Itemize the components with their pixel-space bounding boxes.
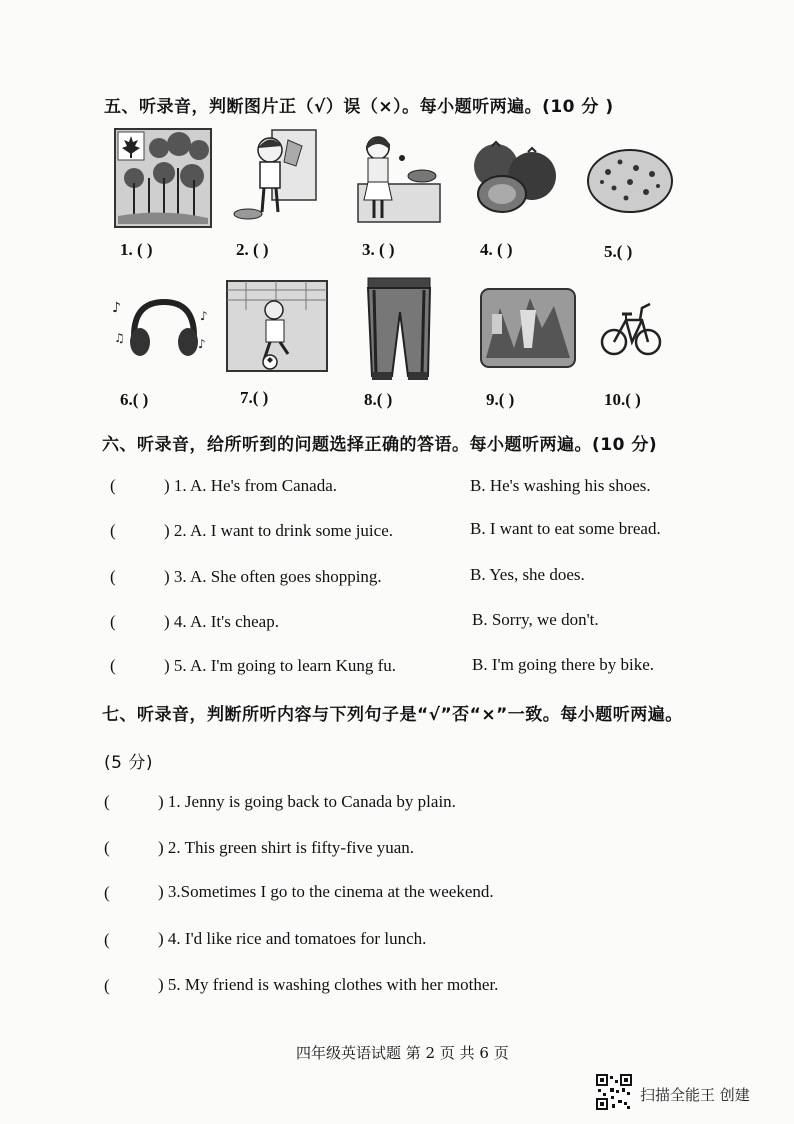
item-8-label: 8.( ) (364, 390, 393, 409)
trousers-image (362, 276, 436, 384)
item-6-label: 6.( ) (120, 390, 149, 409)
svg-text:♪: ♪ (200, 309, 208, 323)
question-7-5-bracket: ( (104, 976, 110, 995)
question-7-4-bracket: ( (104, 930, 110, 949)
headphones-image (110, 292, 210, 362)
question-6-3-bracket: ( (110, 567, 116, 586)
page-footer: 四年级英语试题 第 2 页 共 6 页 (296, 1044, 509, 1062)
question-6-1-option-a: ) 1. A. He's from Canada. (164, 476, 338, 495)
section7-score: (5 分) (104, 753, 153, 773)
question-6-4-option-b: B. Sorry, we don't. (472, 610, 599, 629)
svg-text:♫: ♫ (114, 331, 125, 345)
question-7-2-bracket: ( (104, 838, 110, 857)
question-6-1-option-b: B. He's washing his shoes. (470, 476, 651, 495)
svg-text:♪: ♪ (112, 300, 121, 316)
section5-heading: 五、听录音，判断图片正（√）误（×）。每小题听两遍。(10 分 ) (104, 97, 614, 117)
question-6-5-option-b: B. I'm going there by bike. (472, 655, 655, 674)
question-6-3-option-b: B. Yes, she does. (470, 565, 585, 584)
pizza-image (586, 148, 674, 214)
section7-heading: 七、听录音，判断所听内容与下列句子是“√”否“×”一致。每小题听两遍。 (102, 705, 683, 725)
question-6-5-bracket: ( (110, 656, 116, 675)
girl-cooking-image (354, 128, 446, 224)
mountain-image (480, 288, 576, 368)
question-7-4-text: ) 4. I'd like rice and tomatoes for lunch. (158, 929, 427, 948)
question-7-1-bracket: ( (104, 792, 110, 811)
boy-football-image (226, 280, 328, 372)
item-1-label: 1. ( ) (120, 240, 153, 259)
question-7-2-text: ) 2. This green shirt is fifty-five yuan. (158, 838, 415, 857)
question-7-1-text: ) 1. Jenny is going back to Canada by plain. (158, 792, 456, 811)
bicycle-image (600, 290, 662, 362)
question-6-2-option-a: ) 2. A. I want to drink some juice. (164, 521, 393, 540)
tomatoes-image (466, 140, 560, 216)
question-6-2-bracket: ( (110, 521, 116, 540)
boy-washing-image (232, 128, 320, 224)
scanner-watermark-text: 扫描全能王 创建 (640, 1086, 750, 1104)
item-3-label: 3. ( ) (362, 240, 395, 259)
qr-code-icon (596, 1074, 632, 1110)
section6-heading: 六、听录音，给所听到的问题选择正确的答语。每小题听两遍。(10 分) (102, 435, 658, 455)
item-4-label: 4. ( ) (480, 240, 513, 259)
question-7-5-text: ) 5. My friend is washing clothes with her mother. (158, 975, 499, 994)
item-9-label: 9.( ) (486, 390, 515, 409)
question-6-4-option-a: ) 4. A. It's cheap. (164, 612, 279, 631)
question-6-5-option-a: ) 5. A. I'm going to learn Kung fu. (164, 656, 397, 675)
svg-text:♪: ♪ (198, 337, 206, 351)
question-6-1-bracket: ( (110, 476, 116, 495)
question-6-3-option-a: ) 3. A. She often goes shopping. (164, 567, 382, 586)
item-2-label: 2. ( ) (236, 240, 269, 259)
question-7-3-text: ) 3.Sometimes I go to the cinema at the weekend. (158, 882, 494, 901)
question-6-4-bracket: ( (110, 612, 116, 631)
item-5-label: 5.( ) (604, 242, 633, 261)
question-6-2-option-b: B. I want to eat some bread. (470, 519, 661, 538)
maple-forest-image (114, 128, 212, 228)
item-10-label: 10.( ) (604, 390, 641, 409)
question-7-3-bracket: ( (104, 883, 110, 902)
item-7-label: 7.( ) (240, 388, 269, 407)
